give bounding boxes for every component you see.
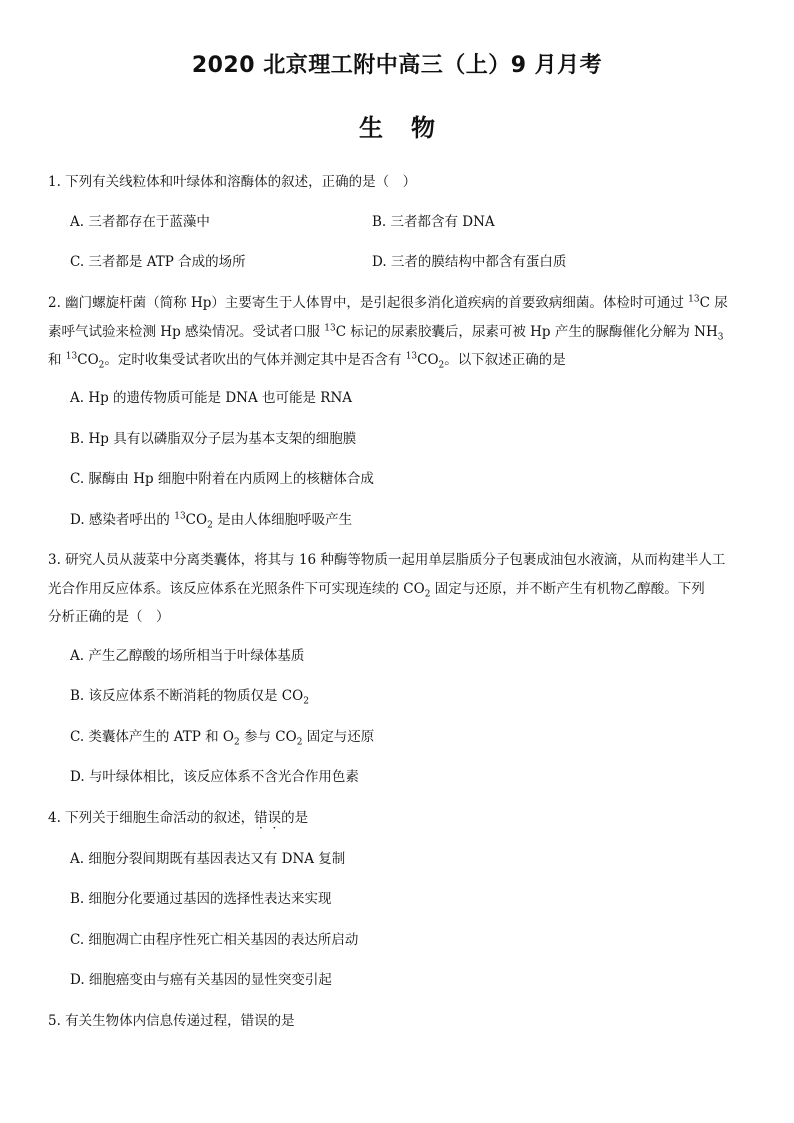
q3-option-c (70, 725, 375, 748)
q2-stem-line1 (48, 291, 728, 311)
q4-option-b: B. 细胞分化要通过基因的选择性表达来实现 (70, 891, 332, 907)
exam-title: 2020 北京理工附中高三（上）9 月月考 (191, 53, 603, 78)
q3-option-a: A. 产生乙醇酸的场所相当于叶绿体基质 (70, 648, 305, 664)
q2-option-b: B. Hp 具有以磷脂双分子层为基本支架的细胞膜 (70, 431, 357, 447)
q1-stem: 1. 下列有关线粒体和叶绿体和溶酶体的叙述，正确的是（ ） (48, 174, 417, 190)
q2-l3-text3: 。以下叙述正确的是 (444, 352, 566, 368)
q3-l2-sub: 2 (424, 589, 431, 600)
q1-option-c: C. 三者都是 ATP 合成的场所 (70, 254, 246, 270)
q2-l3-sup1: 13 (65, 351, 78, 362)
q2-l1-sup: 13 (688, 294, 700, 305)
q2-l3-co: CO (77, 352, 99, 368)
q3-c-sub2: 2 (296, 737, 303, 748)
q1-option-b: B. 三者都含有 DNA (372, 214, 495, 230)
q5-stem: 5. 有关生物体内信息传递过程，错误的是 (48, 1013, 295, 1029)
q2-l2-sup: 13 (324, 323, 336, 334)
q3-c-sub1: 2 (233, 737, 240, 748)
q4-option-a: A. 细胞分裂间期既有基因表达又有 DNA 复制 (70, 851, 346, 867)
q2-l1-text: 2. 幽门螺旋杆菌（简称 Hp）主要寄生于人体胃中，是引起很多消化道疾病的首要致病细菌。体检时可通过 (48, 295, 689, 311)
q1-option-a: A. 三者都存在于蓝藻中 (70, 214, 210, 230)
q2-l3-sup2: 13 (405, 351, 418, 362)
q2-d-text2: 是由人体细胞呼吸产生 (212, 512, 353, 528)
q2-d-sup: 13 (174, 511, 186, 522)
q4-emphasis-2: 误 (267, 810, 282, 826)
q3-b-sub: 2 (303, 696, 309, 707)
q2-l2-text2: C 标记的尿素胶囊后，尿素可被 Hp 产生的脲酶催化分解为 NH (335, 324, 718, 340)
q4-option-d: D. 细胞癌变由与癌有关基因的显性突变引起 (70, 972, 332, 988)
q2-stem-line2 (48, 320, 724, 343)
subject-heading: 生物 (359, 114, 463, 142)
q1-option-d: D. 三者的膜结构中都含有蛋白质 (372, 254, 567, 270)
q4-stem-text2: 的是 (281, 810, 309, 826)
q2-l3-co2: CO (417, 352, 439, 368)
q2-l3-text2: 。定时收集受试者吹出的气体并测定其中是否含有 (104, 352, 406, 368)
q3-option-d: D. 与叶绿体相比，该反应体系不含光合作用色素 (70, 769, 359, 785)
q3-option-b (70, 684, 309, 707)
q3-c-text3: 固定与还原 (302, 729, 375, 745)
q3-b-text: B. 该反应体系不断消耗的物质仅是 CO (70, 688, 304, 704)
q2-l2-sub: 3 (717, 332, 724, 343)
q4-option-c: C. 细胞凋亡由程序性死亡相关基因的表达所启动 (70, 932, 359, 948)
q3-c-text: C. 类囊体产生的 ATP 和 O (70, 729, 234, 745)
q4-stem (48, 806, 308, 826)
q3-l2-text2: 固定与还原，并不断产生有机物乙醇酸。下列 (430, 581, 705, 597)
q2-option-c: C. 脲酶由 Hp 细胞中附着在内质网上的核糖体合成 (70, 471, 374, 487)
q3-stem-line1: 3. 研究人员从菠菜中分离类囊体，将其与 16 种酶等物质一起用单层脂质分子包裹成油包水液滴，从而构建半人工 (48, 552, 726, 568)
q2-d-co: CO (185, 512, 208, 528)
q3-c-text2: 参与 CO (239, 729, 297, 745)
q2-d-sub: 2 (207, 520, 213, 531)
q3-stem-line2 (48, 577, 705, 600)
q2-option-d (70, 508, 353, 531)
q2-l3-text: 和 (48, 352, 66, 368)
q2-l2-text: 素呼气试验来检测 Hp 感染情况。受试者口服 (48, 324, 325, 340)
q3-stem-line3: 分析正确的是（ ） (48, 609, 170, 625)
q2-l3-sub1: 2 (98, 360, 105, 371)
q2-l3-sub2: 2 (438, 360, 445, 371)
q2-d-text: D. 感染者呼出的 (70, 512, 175, 528)
q4-stem-text: 4. 下列关于细胞生命活动的叙述， (48, 810, 255, 826)
q2-option-a: A. Hp 的遗传物质可能是 DNA 也可能是 RNA (70, 390, 353, 406)
q3-l2-text: 光合作用反应体系。该反应体系在光照条件下可实现连续的 CO (48, 581, 425, 597)
q2-l1-text2: C 尿 (699, 295, 728, 311)
q2-stem-line3 (48, 348, 566, 371)
q4-emphasis-1: 错 (254, 810, 268, 826)
